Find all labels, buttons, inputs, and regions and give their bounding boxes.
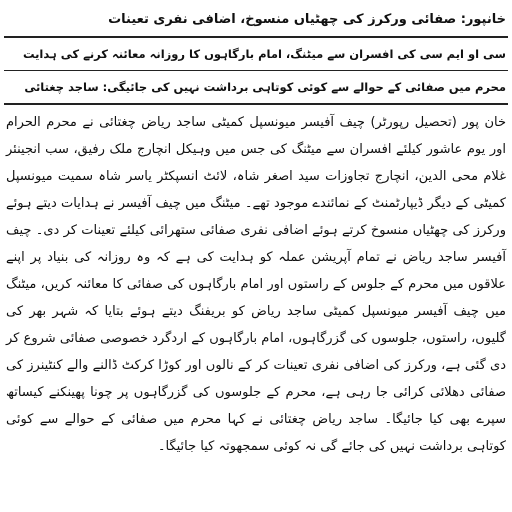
news-article: [4, 0, 508, 512]
main-headline: خانپور: صفائی ورکرز کی چھٹیاں منسوخ، اضافی نفری تعینات: [108, 12, 506, 27]
sub-headline-2: محرم میں صفائی کے حوالے سے کوئی کوتاہی برداشت نہیں کی جائیگی: ساجد چغتائی: [24, 80, 506, 94]
article-paragraph: خان پور (تحصیل رپورٹر) چیف آفیسر میونسپل کمیٹی ساجد ریاض چغتائی نے محرم الحرام اور یوم عاشور کیلئے افسران سے میٹنگ کی جس میں وہیکل انچارج ملک رفیق، سب انجینئر غلام محی الدین، انچارج تجاوزات سید اصغر شاہ، لائٹ انسپکٹر یاسر شاہ سمیت میونسپل کمیٹی کے دیگر ڈیپارٹمنٹ کے نمائندے موجود تھے۔ میٹنگ میں چیف آفیسر نے ہدایات دیتے ہوئے ورکرز کی چھٹیاں منسوخ کرتے ہوئے اضافی نفری صفائی ستھرائی کیلئے تعینات کر دی۔ چیف آفیسر ساجد ریاض نے تمام آپریشن عملہ کو ہدایت کی ہے کہ وہ روزانہ کی بنیاد پر اپنے علاقوں میں محرم کے جلوس کے راستوں اور امام بارگاہوں کی صفائی کا معائنہ کریں، میٹنگ میں چیف آفیسر میونسپل کمیٹی ساجد ریاض کو بریفنگ دیتے ہوئے بتایا کہ شہر بھر کی گلیوں، راستوں، جلوسوں کی گزرگاہوں، امام بارگاہوں کے اردگرد خصوصی صفائی شروع کر دی گئی ہے، ورکرز کی اضافی نفری تعینات کر کے نالوں اور کوڑا کرکٹ ڈالنے والے کنٹینرز کی صفائی دھلائی کرائی جا رہی ہے، محرم کے جلوسوں کی گزرگاہوں پر چونا پھینکنے کیساتھ سپرے بھی کیا جائیگا۔ ساجد ریاض چغتائی نے کہا محرم میں صفائی کے حوالے سے کوئی کوتاہی برداشت نہیں کی جائے گی نہ کوئی سمجھوتہ کیا جائیگا۔: [6, 115, 506, 454]
article-body: [4, 109, 508, 460]
headline-block: [4, 0, 508, 105]
sub-headline-1: سی او ایم سی کی افسران سے میٹنگ، امام بارگاہوں کا روزانہ معائنہ کرنے کی ہدایت: [22, 47, 506, 61]
headline-divider: [4, 103, 508, 105]
